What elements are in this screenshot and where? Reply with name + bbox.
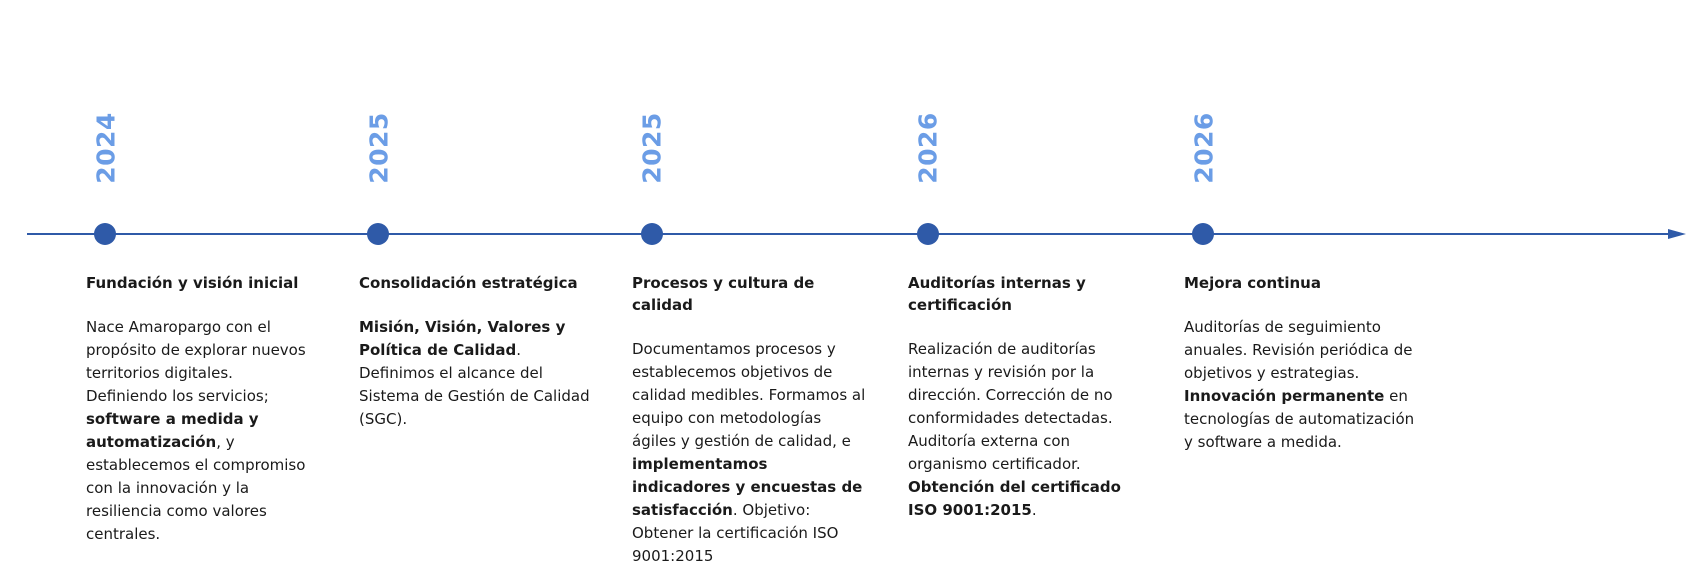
description-text: . Objetivo: Obtener la certificación ISO 9001:2015 bbox=[632, 501, 839, 565]
year-label: 2025 bbox=[364, 112, 394, 184]
year-label-wrap-2 bbox=[359, 110, 399, 186]
year-label-wrap-1 bbox=[86, 110, 126, 186]
description-text: Documentamos procesos y establecemos objetivos de calidad medibles. Formamos al equipo con metodologías ágiles y gestión de calidad, e bbox=[632, 340, 866, 450]
timeline-dot bbox=[917, 223, 939, 245]
description-text: en tecnologías de automatización y software a medida. bbox=[1184, 387, 1415, 451]
milestone-description bbox=[359, 316, 599, 431]
milestone-description bbox=[908, 338, 1144, 522]
year-label-wrap-5 bbox=[1184, 110, 1224, 186]
description-text: . bbox=[1031, 501, 1037, 519]
description-text: Realización de auditorías internas y revisión por la dirección. Corrección de no conformidades detectadas. Auditoría externa con organismo certificador. bbox=[908, 340, 1113, 473]
description-highlight: software a medida y automatización bbox=[86, 410, 259, 451]
year-label: 2024 bbox=[91, 112, 121, 184]
year-label: 2026 bbox=[1189, 112, 1219, 184]
timeline-dot bbox=[94, 223, 116, 245]
year-label-wrap-3 bbox=[632, 110, 672, 186]
milestone-card bbox=[1184, 272, 1424, 454]
description-highlight: Innovación permanente bbox=[1184, 387, 1385, 405]
description-text: , y establecemos el compromiso con la innovación y la resiliencia como valores centrales. bbox=[86, 433, 306, 543]
description-highlight: Misión, Visión, Valores y Política de Calidad bbox=[359, 318, 566, 359]
milestone-card bbox=[908, 272, 1144, 522]
milestone-description bbox=[632, 338, 868, 568]
milestone-title: Procesos y cultura de calidad bbox=[632, 274, 815, 314]
milestone-title: Mejora continua bbox=[1184, 274, 1321, 292]
timeline-dot bbox=[1192, 223, 1214, 245]
description-text: Auditorías de seguimiento anuales. Revisión periódica de objetivos y estrategias. bbox=[1184, 318, 1413, 382]
timeline-dot bbox=[641, 223, 663, 245]
milestone-description bbox=[1184, 316, 1424, 454]
year-label: 2025 bbox=[637, 112, 667, 184]
milestone-title: Consolidación estratégica bbox=[359, 274, 578, 292]
milestone-title: Auditorías internas y certificación bbox=[908, 274, 1086, 314]
milestone-card bbox=[86, 272, 316, 546]
timeline-axis bbox=[27, 233, 1682, 235]
description-highlight: implementamos indicadores y encuestas de satisfacción bbox=[632, 455, 863, 519]
timeline-dot bbox=[367, 223, 389, 245]
description-text: . Definimos el alcance del Sistema de Gestión de Calidad (SGC). bbox=[359, 341, 590, 428]
milestone-title: Fundación y visión inicial bbox=[86, 274, 299, 292]
milestone-card bbox=[359, 272, 599, 431]
description-text: Nace Amaropargo con el propósito de explorar nuevos territorios digitales. Definiendo los servicios; bbox=[86, 318, 306, 405]
milestone-card bbox=[632, 272, 868, 568]
milestone-description bbox=[86, 316, 316, 546]
year-label-wrap-4 bbox=[908, 110, 948, 186]
description-highlight: Obtención del certificado ISO 9001:2015 bbox=[908, 478, 1121, 519]
year-label: 2026 bbox=[913, 112, 943, 184]
timeline-arrow-icon bbox=[1668, 229, 1686, 239]
